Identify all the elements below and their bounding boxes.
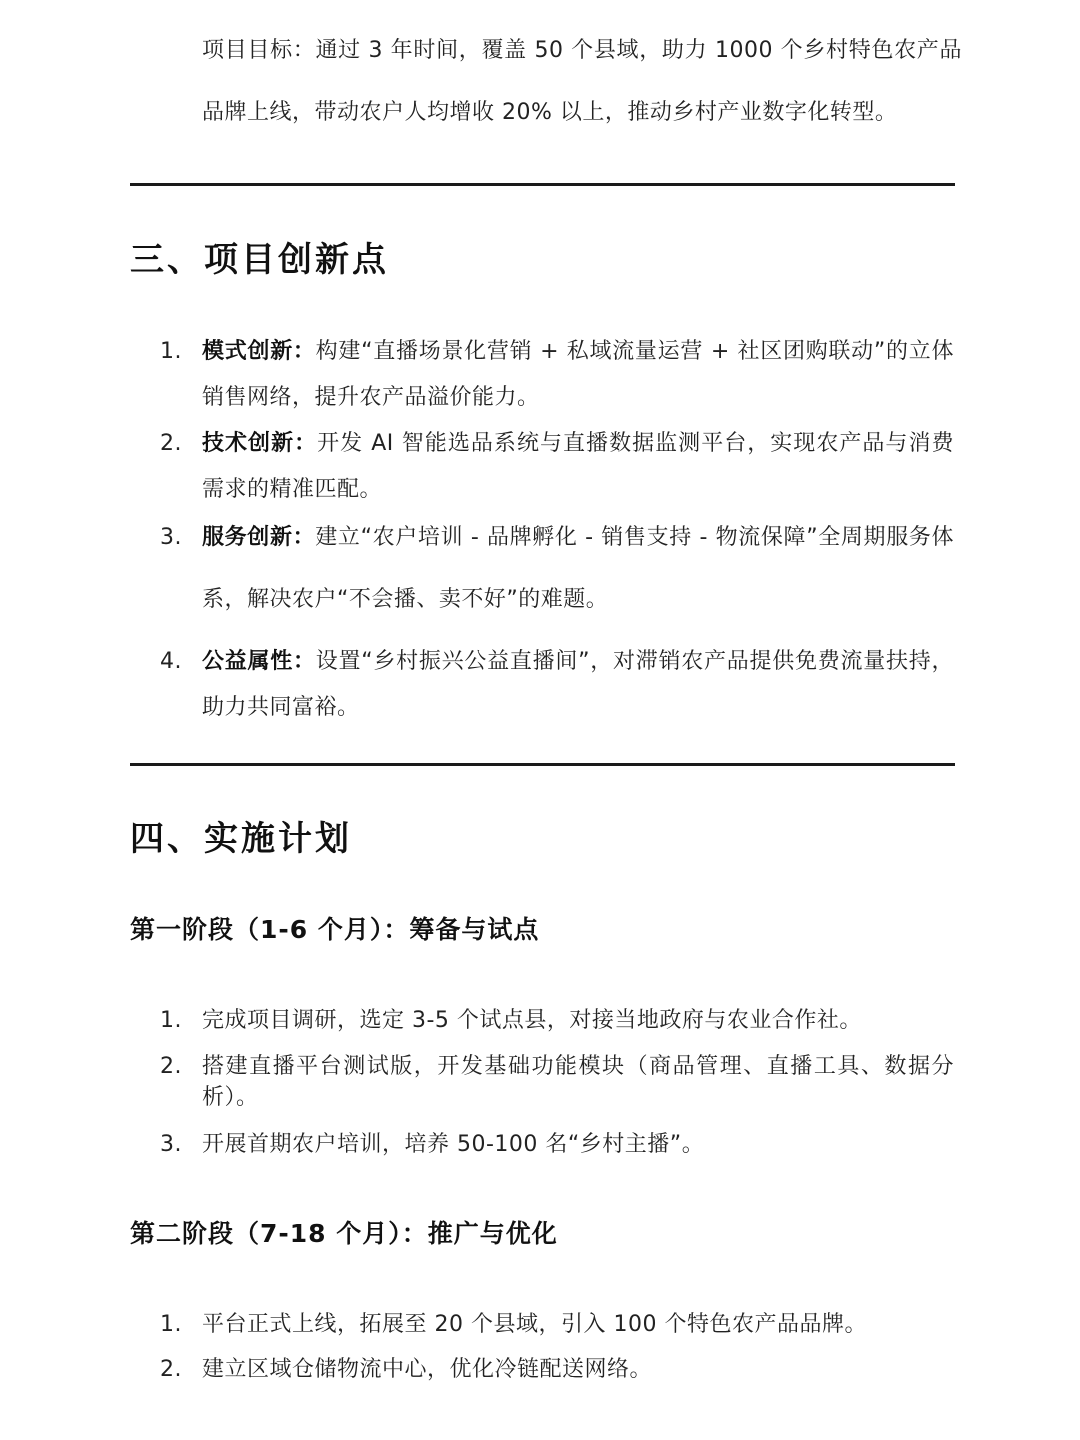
list-item	[160, 1347, 960, 1393]
list-item	[160, 1051, 960, 1113]
item-text: 开发 AI 智能选品系统与直播数据监测平台，实现农产品与消费需求的精准匹配。	[202, 431, 954, 502]
list-number: 1.	[160, 339, 182, 364]
list-item	[160, 639, 960, 731]
list-item	[160, 507, 960, 631]
list-number: 2.	[160, 1357, 182, 1382]
section-title-plan: 四、实施计划	[130, 819, 352, 859]
section-divider	[130, 763, 955, 766]
section-divider	[130, 183, 955, 186]
list-item	[160, 998, 960, 1044]
item-lead: 技术创新：	[202, 431, 318, 456]
item-lead: 模式创新：	[202, 339, 316, 364]
list-number: 3.	[160, 1132, 182, 1157]
list-item	[160, 329, 960, 421]
list-item	[160, 1122, 960, 1168]
item-text: 开展首期农户培训，培养 50-100 名“乡村主播”。	[202, 1132, 705, 1157]
phase2-title: 第二阶段（7-18 个月）：推广与优化	[130, 1219, 558, 1248]
project-goal-paragraph: 项目目标：通过 3 年时间，覆盖 50 个县域，助力 1000 个乡村特色农产品品牌上线，带动农户人均增收 20% 以上，推动乡村产业数字化转型。	[202, 38, 962, 125]
item-lead: 公益属性：	[202, 649, 316, 674]
item-text: 平台正式上线，拓展至 20 个县域，引入 100 个特色农产品品牌。	[202, 1312, 867, 1337]
list-item	[160, 421, 960, 513]
item-text: 构建“直播场景化营销 + 私域流量运营 + 社区团购联动”的立体销售网络，提升农产品溢价能力。	[202, 339, 954, 410]
list-number: 2.	[160, 431, 182, 456]
item-text: 建立“农户培训 - 品牌孵化 - 销售支持 - 物流保障”全周期服务体系，解决农户“不会播、卖不好”的难题。	[202, 525, 954, 612]
item-text: 设置“乡村振兴公益直播间”，对滞销农产品提供免费流量扶持，助力共同富裕。	[202, 649, 954, 720]
section-title-innovation: 三、项目创新点	[130, 240, 389, 280]
item-text: 建立区域仓储物流中心，优化冷链配送网络。	[202, 1357, 653, 1382]
item-text: 完成项目调研，选定 3-5 个试点县，对接当地政府与农业合作社。	[202, 1008, 862, 1033]
list-number: 2.	[160, 1054, 182, 1079]
list-number: 1.	[160, 1312, 182, 1337]
list-number: 3.	[160, 525, 182, 550]
list-number: 4.	[160, 649, 182, 674]
list-item	[160, 1302, 960, 1348]
item-lead: 服务创新：	[202, 525, 316, 550]
item-text: 搭建直播平台测试版，开发基础功能模块（商品管理、直播工具、数据分析）。	[202, 1054, 954, 1110]
list-number: 1.	[160, 1008, 182, 1033]
phase1-title: 第一阶段（1-6 个月）：筹备与试点	[130, 915, 540, 944]
